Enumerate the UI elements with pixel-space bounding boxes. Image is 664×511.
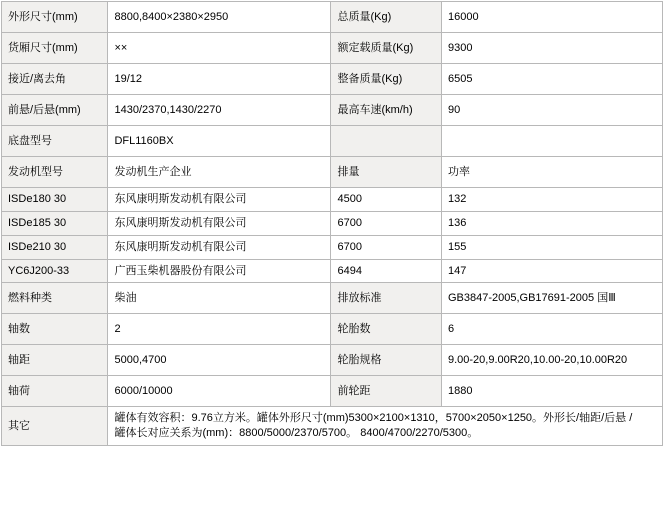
row-label-front-track: 前轮距 xyxy=(331,376,442,407)
row-label-max-speed: 最高车速(km/h) xyxy=(331,95,442,126)
row-label-other: 其它 xyxy=(2,407,108,446)
row-value-cargo-box-size: ×× xyxy=(108,33,331,64)
engine-power-4: 147 xyxy=(441,259,662,283)
table-row xyxy=(2,259,663,283)
engine-model-2: ISDe185 30 xyxy=(2,211,108,235)
table-row xyxy=(2,314,663,345)
table-row xyxy=(2,126,663,157)
row-value-front-rear-overhang: 1430/2370,1430/2270 xyxy=(108,95,331,126)
row-label-tire-spec: 轮胎规格 xyxy=(331,345,442,376)
engine-displacement-3: 6700 xyxy=(331,235,442,259)
row-label-rated-load: 额定载质量(Kg) xyxy=(331,33,442,64)
row-label-engine-model-header: 发动机型号 xyxy=(2,157,108,188)
engine-manufacturer-4: 广西玉柴机器股份有限公司 xyxy=(108,259,331,283)
table-row xyxy=(2,2,663,33)
table-row xyxy=(2,157,663,188)
row-value-power-header: 功率 xyxy=(441,157,662,188)
engine-manufacturer-1: 东风康明斯发动机有限公司 xyxy=(108,188,331,212)
row-value-axle-count: 2 xyxy=(108,314,331,345)
row-value-engine-manufacturer-header: 发动机生产企业 xyxy=(108,157,331,188)
row-label-fuel-type: 燃料种类 xyxy=(2,283,108,314)
vehicle-spec-table xyxy=(1,1,663,446)
table-row xyxy=(2,64,663,95)
row-label-displacement-header: 排量 xyxy=(331,157,442,188)
row-label-cargo-box-size: 货厢尺寸(mm) xyxy=(2,33,108,64)
row-value-chassis-model: DFL1160BX xyxy=(108,126,331,157)
row-value-max-speed: 90 xyxy=(441,95,662,126)
row-value-rated-load: 9300 xyxy=(441,33,662,64)
other-line-1: 罐体有效容积：9.76立方米。罐体外形尺寸(mm)5300×2100×1310，5700×2050×1250。外形长/轴距/后悬 / xyxy=(114,412,633,425)
table-row xyxy=(2,188,663,212)
table-row xyxy=(2,211,663,235)
engine-displacement-4: 6494 xyxy=(331,259,442,283)
row-value-gross-mass: 16000 xyxy=(441,2,662,33)
row-value-tire-spec: 9.00-20,9.00R20,10.00-20,10.00R20 xyxy=(441,345,662,376)
table-row xyxy=(2,283,663,314)
engine-manufacturer-2: 东风康明斯发动机有限公司 xyxy=(108,211,331,235)
row-label-chassis-model: 底盘型号 xyxy=(2,126,108,157)
row-value-axle-load: 6000/10000 xyxy=(108,376,331,407)
row-value-other xyxy=(108,407,663,446)
engine-manufacturer-3: 东风康明斯发动机有限公司 xyxy=(108,235,331,259)
row-label-empty-1 xyxy=(331,126,442,157)
table-row-other xyxy=(2,407,663,446)
table-row xyxy=(2,376,663,407)
row-label-front-rear-overhang: 前悬/后悬(mm) xyxy=(2,95,108,126)
table-row xyxy=(2,95,663,126)
row-value-dimensions: 8800,8400×2380×2950 xyxy=(108,2,331,33)
row-value-wheelbase: 5000,4700 xyxy=(108,345,331,376)
row-label-dimensions: 外形尺寸(mm) xyxy=(2,2,108,33)
row-value-front-track: 1880 xyxy=(441,376,662,407)
row-value-tire-count: 6 xyxy=(441,314,662,345)
engine-model-4: YC6J200-33 xyxy=(2,259,108,283)
engine-model-1: ISDe180 30 xyxy=(2,188,108,212)
engine-displacement-1: 4500 xyxy=(331,188,442,212)
row-value-approach-departure-angle: 19/12 xyxy=(108,64,331,95)
row-label-curb-mass: 整备质量(Kg) xyxy=(331,64,442,95)
row-value-emission-standard: GB3847-2005,GB17691-2005 国Ⅲ xyxy=(441,283,662,314)
row-label-wheelbase: 轴距 xyxy=(2,345,108,376)
other-line-2: 罐体长对应关系为(mm)：8800/5000/2370/5700。 8400/4700/2270/5300。 xyxy=(114,427,479,440)
table-row xyxy=(2,235,663,259)
row-label-axle-load: 轴荷 xyxy=(2,376,108,407)
row-value-fuel-type: 柴油 xyxy=(108,283,331,314)
row-value-curb-mass: 6505 xyxy=(441,64,662,95)
table-row xyxy=(2,33,663,64)
row-label-gross-mass: 总质量(Kg) xyxy=(331,2,442,33)
engine-power-2: 136 xyxy=(441,211,662,235)
engine-displacement-2: 6700 xyxy=(331,211,442,235)
engine-power-3: 155 xyxy=(441,235,662,259)
row-label-emission-standard: 排放标准 xyxy=(331,283,442,314)
engine-model-3: ISDe210 30 xyxy=(2,235,108,259)
row-label-axle-count: 轴数 xyxy=(2,314,108,345)
engine-power-1: 132 xyxy=(441,188,662,212)
row-value-empty-1 xyxy=(441,126,662,157)
row-label-tire-count: 轮胎数 xyxy=(331,314,442,345)
table-row xyxy=(2,345,663,376)
row-label-approach-departure-angle: 接近/离去角 xyxy=(2,64,108,95)
